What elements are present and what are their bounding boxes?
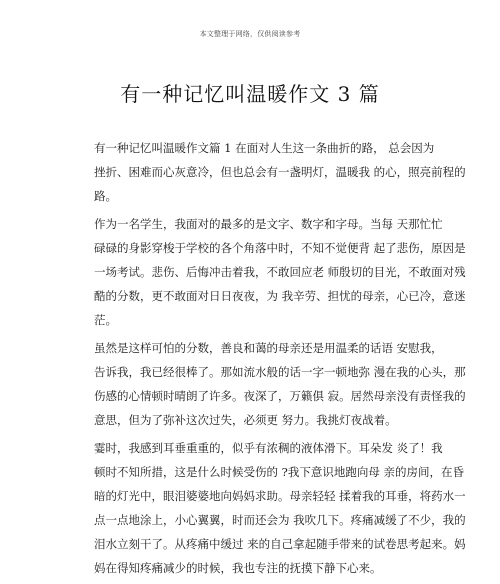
- text-line: 伤感的心情顿时晴朗了许多。夜深了，万籁俱 寂。居然母亲没有责怪我的: [94, 389, 466, 403]
- text-line: 有一种记忆叫温暖作文篇 1 在面对人生这一条曲折的路， 总会因为: [94, 141, 435, 155]
- paragraph-3: [94, 336, 466, 432]
- document-title: 有一种记忆叫温暖作文 3 篇: [120, 82, 380, 106]
- paragraph-2: [94, 212, 466, 332]
- text-line: 酷的分数，更不敢面对日日夜夜，为 我辛劳、担忧的母亲，心已冷，意迷: [94, 289, 466, 303]
- text-line: 一场考试。悲伤、后悔冲击着我，不敢回应老 师殷切的目光，不敢面对残: [94, 265, 466, 279]
- text-line: 挫折、困难而心灰意冷，但也总会有一盏明灯，温暖我 的心，照亮前程的: [94, 165, 466, 179]
- text-line: 点一点地涂上，小心翼翼，时而还会为 我吹几下。疼痛减缓了不少，我的: [94, 513, 466, 527]
- text-line: 作为一名学生，我面对的最多的是文字、数字和字母。当每 天那忙忙: [94, 217, 443, 231]
- text-line: 泪水立刻干了。从疼痛中缓过 来的自己拿起随手带来的试卷思考起来。妈: [94, 537, 466, 551]
- header-note: 本文整理于网络，仅供阅读参考: [199, 30, 301, 38]
- text-line: 霎时，我感到耳垂重重的，似乎有浓稠的液体滑下。耳朵发 炎了！我: [94, 441, 443, 455]
- text-line: 茫。: [94, 313, 117, 327]
- document-body: [94, 136, 466, 584]
- paragraph-4: [94, 436, 466, 580]
- paragraph-1: [94, 136, 466, 208]
- text-line: 意思，但为了弥补这次过失，必须更 努力。我挑灯夜战着。: [94, 413, 397, 427]
- text-line: 顿时不知所措，这是什么时候受伤的 ?我下意识地跑向母 亲的房间，在昏: [94, 465, 464, 479]
- text-line: 路。: [94, 189, 117, 203]
- text-line: 碌碌的身影穿梭于学校的各个角落中时，不知不觉便背 起了悲伤，原因是: [94, 241, 466, 255]
- text-line: 虽然是这样可怕的分数，善良和蔼的母亲还是用温柔的话语 安慰我，: [94, 341, 443, 355]
- text-line: 告诉我，我已经很棒了。那如流水般的话一字一顿地弥 漫在我的心头，那: [94, 365, 466, 379]
- text-line: 暗的灯光中，眼泪婆婆地向妈妈求助。母亲轻轻 揉着我的耳垂，将药水一: [94, 489, 466, 503]
- text-line: 妈在得知疼痛减少的时候，我也专注的抚摸下静下心来。: [94, 561, 382, 575]
